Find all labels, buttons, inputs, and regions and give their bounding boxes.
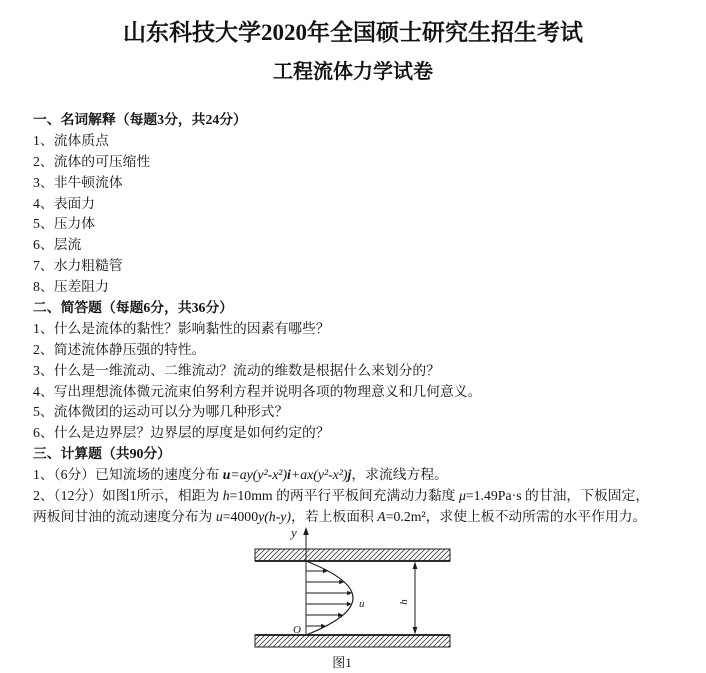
hatch-line — [308, 549, 320, 561]
math-vector: j — [347, 467, 352, 483]
hatch-line — [288, 549, 300, 561]
hatch-line — [323, 635, 335, 647]
question-text: =1.49Pa·s 的甘油，下板固定， — [465, 488, 650, 504]
question-text: ，求流线方程。 — [351, 467, 448, 483]
hatch-line — [368, 635, 380, 647]
question-text: 2、（12分）如图1所示，相距为 — [33, 488, 223, 504]
exam-title: 山东科技大学2020年全国硕士研究生招生考试 — [123, 20, 583, 45]
hatch-line — [268, 635, 280, 647]
math-vector: u — [222, 467, 231, 483]
hatch-line — [255, 549, 265, 559]
figure-caption: 图1 — [332, 655, 352, 670]
question-text: =10mm 的两平行平板间充满动力黏度 — [229, 488, 459, 504]
hatch-line — [313, 549, 325, 561]
term-item: 1、流体质点 — [33, 132, 109, 148]
hatch-line — [303, 635, 315, 647]
hatch-line — [258, 635, 270, 647]
exam-body — [33, 110, 693, 528]
hatch-line — [398, 549, 410, 561]
hatch-line — [348, 549, 360, 561]
origin-label: O — [293, 624, 301, 636]
hatch-line — [438, 635, 450, 647]
gap-dimension-arrowhead-top — [413, 562, 418, 570]
hatch-line — [308, 635, 320, 647]
hatch-line — [393, 635, 405, 647]
hatch-line — [255, 549, 260, 554]
hatch-line — [323, 549, 335, 561]
hatch-line — [293, 635, 305, 647]
hatch-line — [298, 635, 310, 647]
math-variable: μ — [458, 488, 466, 504]
question-text: ，若上板面积 — [291, 508, 378, 524]
math-variable: u — [215, 508, 223, 524]
term-item: 6、层流 — [33, 237, 82, 253]
term-item: 4、表面力 — [33, 195, 96, 211]
hatch-line — [428, 549, 440, 561]
hatch-line — [288, 635, 300, 647]
math-vector: i — [287, 467, 291, 483]
figure-parallel-plates — [240, 524, 470, 654]
question-text: =4000 — [222, 508, 259, 524]
term-item: 5、压力体 — [33, 216, 96, 232]
section-heading-short-answer: 二、简答题（每题6分，共36分） — [33, 300, 234, 316]
term-item: 7、水力粗糙管 — [33, 258, 123, 274]
hatch-line — [378, 549, 390, 561]
question-text: 两板间甘油的流动速度分布为 — [33, 508, 216, 524]
term-item: 3、非牛顿流体 — [33, 174, 123, 190]
hatch-line — [328, 635, 340, 647]
hatch-line — [438, 549, 450, 561]
hatch-line — [413, 549, 425, 561]
short-answer-item: 3、什么是一维流动、二维流动？流动的维数是根据什么来划分的？ — [33, 362, 441, 378]
hatch-line — [283, 635, 295, 647]
short-answer-item: 5、流体微团的运动可以分为哪几种形式？ — [33, 404, 289, 420]
hatch-line — [403, 549, 415, 561]
hatch-line — [368, 549, 380, 561]
hatch-line — [348, 635, 360, 647]
hatch-line — [278, 635, 290, 647]
hatch-line — [388, 635, 400, 647]
hatch-line — [338, 635, 350, 647]
question-text: =0.2m²，求使上板不动所需的水平作用力。 — [385, 508, 647, 524]
hatch-line — [298, 549, 310, 561]
hatch-line — [373, 635, 385, 647]
hatch-line — [418, 635, 430, 647]
hatch-line — [268, 549, 280, 561]
term-item: 2、流体的可压缩性 — [33, 153, 151, 169]
hatch-line — [273, 549, 285, 561]
short-answer-item: 4、写出理想流体微元流束伯努利方程并说明各项的物理意义和几何意义。 — [33, 383, 482, 399]
hatch-line — [408, 635, 420, 647]
y-axis-arrowhead — [303, 527, 309, 535]
math-expression: +ax(y²-x²) — [290, 467, 348, 483]
term-item: 8、压差阻力 — [33, 279, 109, 295]
hatch-line — [338, 549, 350, 561]
hatch-line — [353, 549, 365, 561]
hatch-line — [373, 549, 385, 561]
hatch-line — [433, 635, 445, 647]
hatch-line — [293, 549, 305, 561]
velocity-arrows — [306, 569, 352, 628]
y-axis-label: y — [291, 525, 297, 540]
hatch-line — [363, 549, 375, 561]
exam-subtitle: 工程流体力学试卷 — [273, 61, 433, 83]
gap-dimension-arrowhead-bottom — [413, 627, 418, 635]
short-answer-item: 1、什么是流体的黏性？影响黏性的因素有哪些？ — [33, 320, 330, 336]
hatch-line — [423, 635, 435, 647]
hatch-line — [263, 549, 275, 561]
math-variable: A — [377, 508, 386, 524]
bottom-plate-hatch — [255, 635, 450, 647]
top-plate-hatch — [255, 549, 450, 561]
hatch-line — [353, 635, 365, 647]
hatch-line — [283, 549, 295, 561]
hatch-line — [418, 549, 430, 561]
hatch-line — [393, 549, 405, 561]
hatch-line — [278, 549, 290, 561]
hatch-line — [313, 635, 325, 647]
section-heading-terms: 一、名词解释（每题3分，共24分） — [33, 112, 247, 127]
short-answer-item: 6、什么是边界层？边界层的厚度是如何约定的？ — [33, 425, 330, 441]
hatch-line — [343, 549, 355, 561]
gap-label: h — [398, 599, 410, 605]
hatch-line — [408, 549, 420, 561]
hatch-line — [273, 635, 285, 647]
hatch-line — [363, 635, 375, 647]
hatch-line — [255, 635, 265, 645]
hatch-line — [263, 635, 275, 647]
hatch-line — [333, 549, 345, 561]
hatch-line — [413, 635, 425, 647]
hatch-line — [258, 549, 270, 561]
hatch-line — [423, 549, 435, 561]
hatch-line — [318, 549, 330, 561]
hatch-line — [433, 549, 445, 561]
hatch-line — [383, 635, 395, 647]
hatch-line — [378, 635, 390, 647]
math-expression: =ay(y²-x²) — [230, 467, 288, 483]
short-answer-item: 2、简述流体静压强的特性。 — [33, 341, 206, 357]
math-expression: y(h-y) — [258, 508, 292, 524]
hatch-line — [403, 635, 415, 647]
hatch-line — [358, 549, 370, 561]
calc-question-1 — [33, 465, 693, 486]
hatch-line — [328, 549, 340, 561]
hatch-line — [428, 635, 440, 647]
hatch-line — [303, 549, 315, 561]
velocity-label: u — [359, 598, 365, 610]
section-heading-calculation: 三、计算题（共90分） — [33, 446, 171, 462]
math-variable: h — [222, 488, 230, 504]
hatch-line — [343, 635, 355, 647]
hatch-line — [318, 635, 330, 647]
hatch-line — [358, 635, 370, 647]
hatch-line — [383, 549, 395, 561]
hatch-line — [388, 549, 400, 561]
calc-question-2-line-1 — [33, 486, 693, 507]
hatch-line — [398, 635, 410, 647]
hatch-line — [333, 635, 345, 647]
velocity-profile-curve — [306, 561, 353, 635]
question-text: 1、（6分）已知流场的速度分布 — [33, 467, 223, 483]
